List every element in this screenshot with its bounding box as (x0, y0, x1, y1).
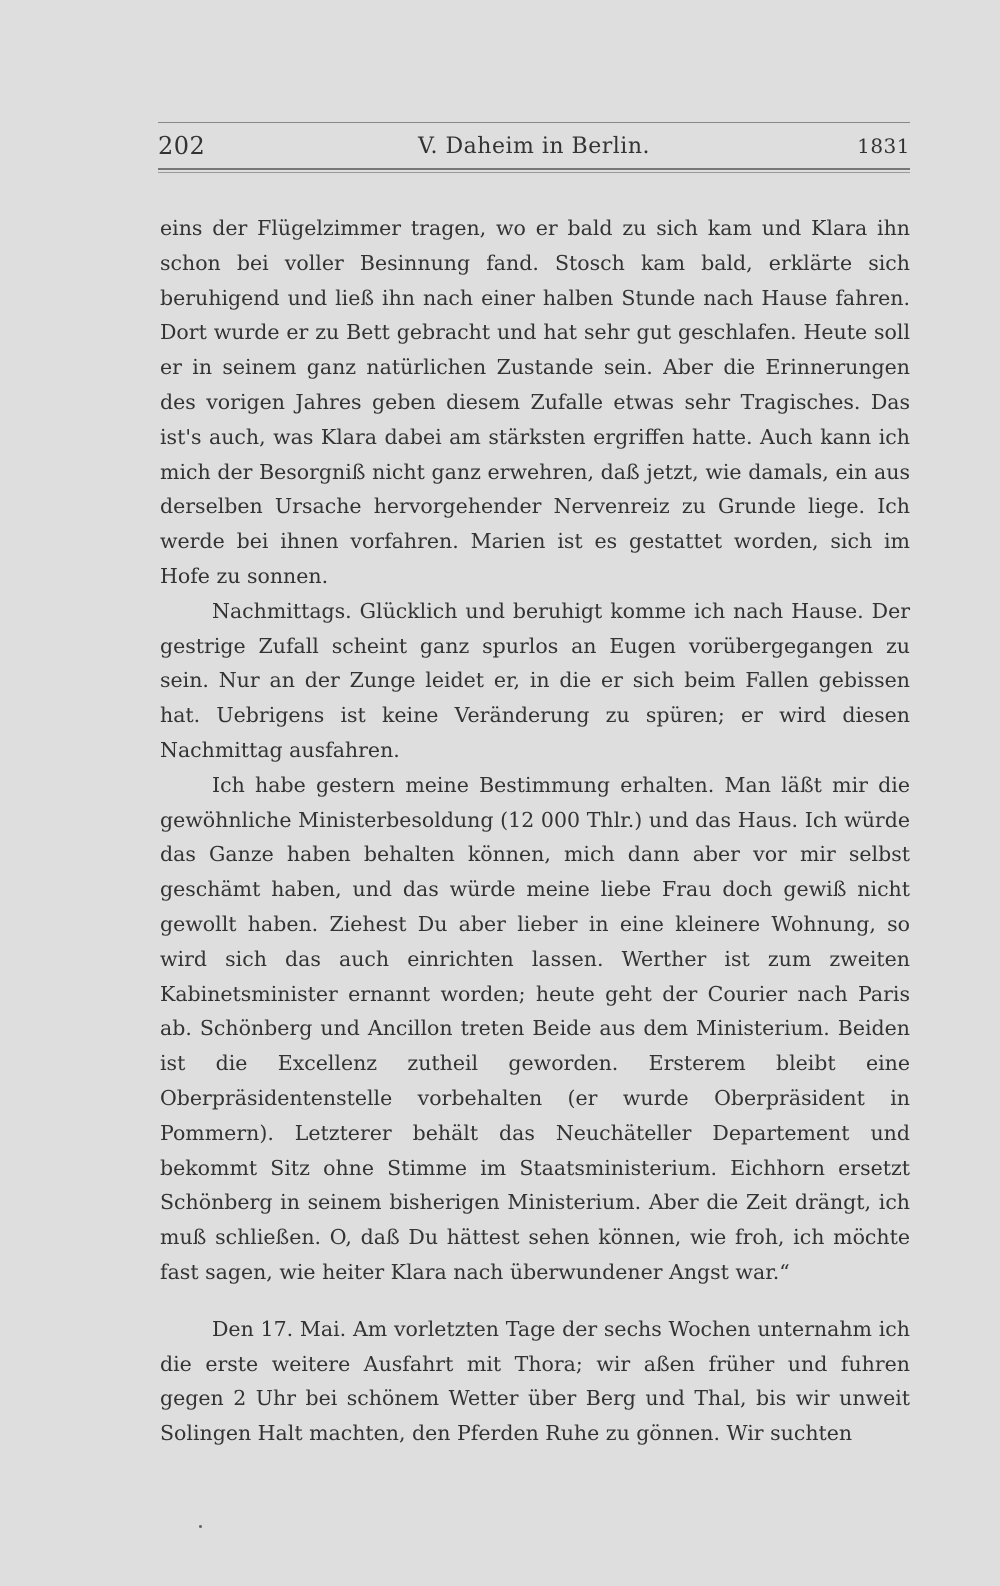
header-rule (158, 168, 910, 170)
header-rule-thin (158, 172, 910, 173)
running-head (158, 130, 910, 166)
page-number: 202 (158, 132, 206, 160)
top-rule (158, 122, 910, 123)
paper-speck (199, 1525, 202, 1528)
paragraph: eins der Flügelzimmer tragen, wo er bald zu sich kam und Klara ihn schon bei voller Besinnung fand. Stosch kam bald, erklärte sich beruhigend und ließ ihn nach einer halben Stunde nach Hause fahren. Dort wurde er zu Bett gebracht und hat sehr gut geschlafen. Heute soll er in seinem ganz natürlichen Zustande sein. Aber die Erinnerungen des vorigen Jahres geben diesem Zufalle etwas sehr Tragisches. Das ist's auch, was Klara dabei am stärksten ergriffen hatte. Auch kann ich mich der Besorgniß nicht ganz erwehren, daß jetzt, wie damals, ein aus derselben Ursache hervorgehender Nervenreiz zu Grunde liege. Ich werde bei ihnen vorfahren. Marien ist es gestattet worden, sich im Hofe zu sonnen. (160, 216, 910, 588)
paragraph: Nachmittags. Glücklich und beruhigt komme ich nach Hause. Der gestrige Zufall scheint ganz spurlos an Eugen vorübergegangen zu sein. Nur an der Zunge leidet er, in die er sich beim Fallen gebissen hat. Uebrigens ist keine Veränderung zu spüren; er wird diesen Nachmittag ausfahren. (160, 598, 910, 762)
chapter-title: V. Daheim in Berlin. (418, 134, 650, 159)
year: 1831 (857, 134, 910, 158)
paragraph: Den 17. Mai. Am vorletzten Tage der sechs Wochen unternahm ich die erste weitere Ausfahrt mit Thora; wir aßen früher und fuhren gegen 2 Uhr bei schönem Wetter über Berg und Thal, bis wir unweit Solingen Halt machten, den Pferden Ruhe zu gönnen. Wir suchten (160, 1316, 910, 1446)
paragraph: Ich habe gestern meine Bestimmung erhalten. Man läßt mir die gewöhnliche Ministerbesoldung (12 000 Thlr.) und das Haus. Ich würde das Ganze haben behalten können, mich dann aber vor mir selbst geschämt haben, und das würde meine liebe Frau doch gewiß nicht gewollt haben. Ziehest Du aber lieber in eine kleinere Wohnung, so wird sich das auch einrichten lassen. Werther ist zum zweiten Kabinetsminister ernannt worden; heute geht der Courier nach Paris ab. Schönberg und Ancillon treten Beide aus dem Ministerium. Beiden ist die Excellenz zutheil geworden. Ersterem bleibt eine Oberpräsidentenstelle vorbehalten (er wurde Oberpräsident in Pommern). Letzterer behält das Neuchäteller Departement und bekommt Sitz ohne Stimme im Staatsministerium. Eichhorn ersetzt Schönberg in seinem bisherigen Ministerium. Aber die Zeit drängt, ich muß schließen. O, daß Du hättest sehen können, wie froh, ich möchte fast sagen, wie heiter Klara nach überwundener Angst war.“ (160, 772, 910, 1284)
body-text (160, 211, 910, 1451)
